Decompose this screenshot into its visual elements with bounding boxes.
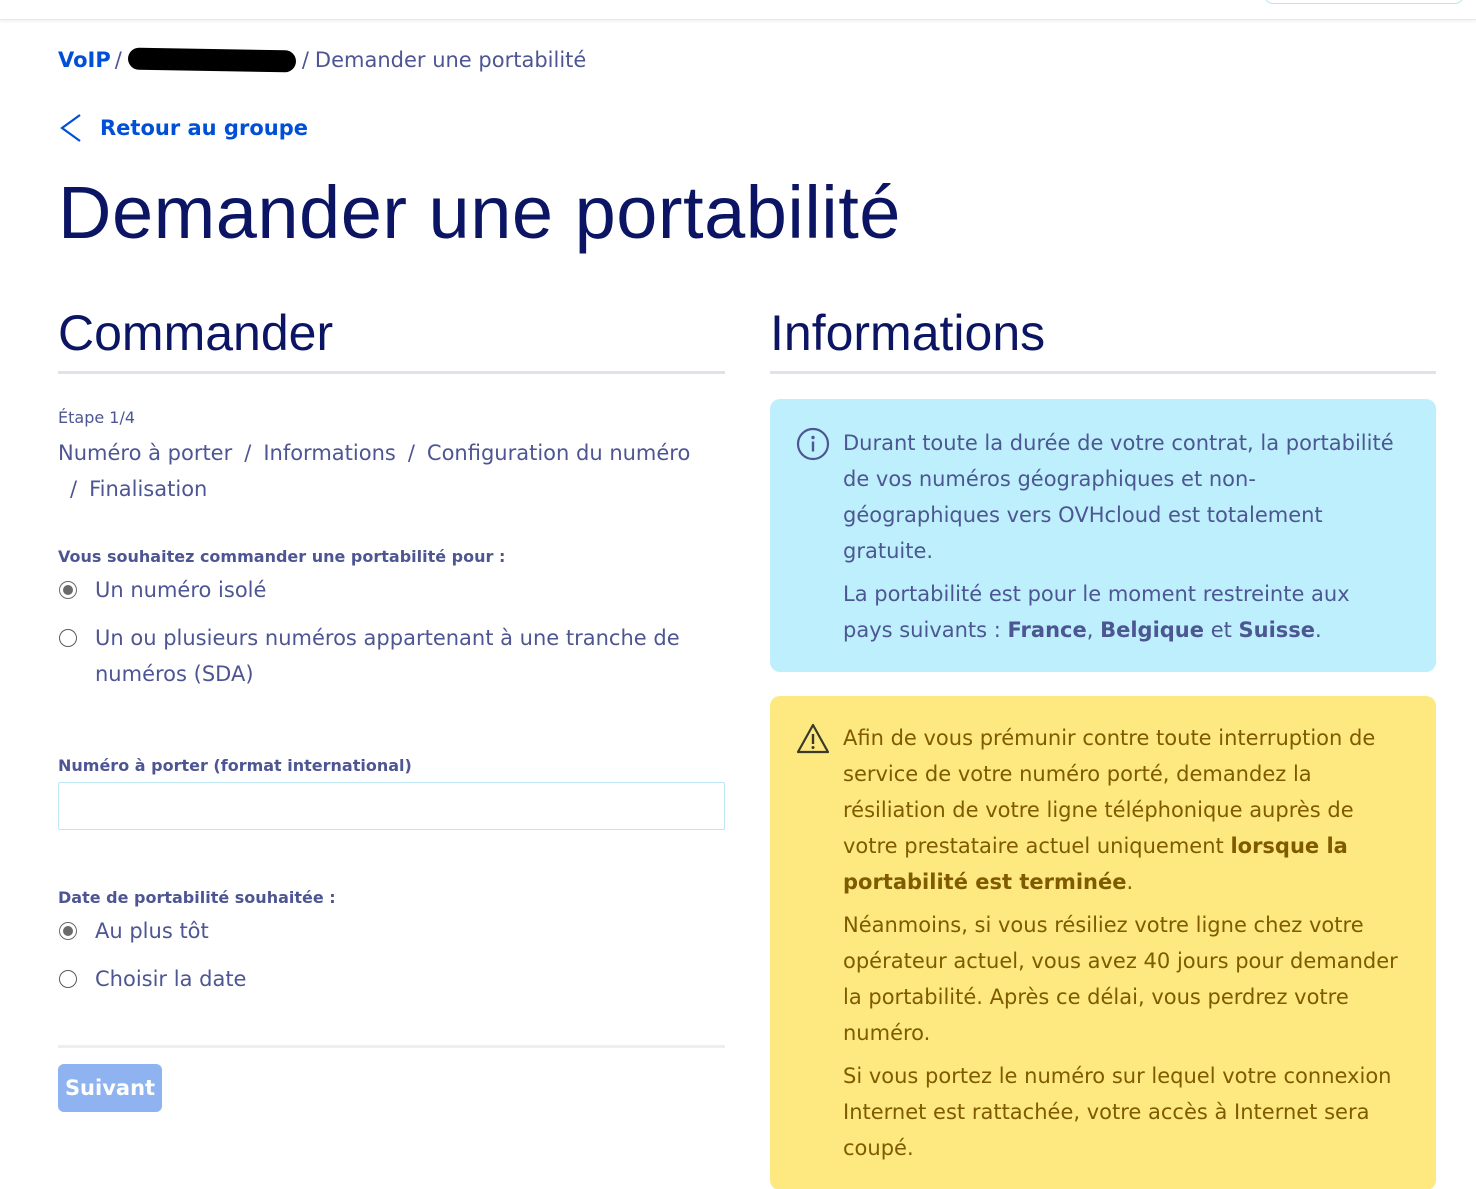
informations-title: Informations [770,300,1436,374]
country-france: France [1007,618,1087,642]
date-field-label: Date de portabilité souhaitée : [58,888,336,907]
breadcrumb-separator: / [301,48,309,72]
informations-section [770,300,1436,1189]
navbar-control[interactable] [1264,0,1464,4]
info-countries-prefix: La portabilité est pour le moment restreinte aux pays suivants : [843,582,1350,642]
radio-dot[interactable] [59,970,77,988]
radio-choose-date[interactable] [58,961,725,997]
number-to-port-input[interactable] [58,782,725,830]
page-title: Demander une portabilité [58,171,901,254]
step-separator: / [244,441,252,465]
radio-label: Un numéro isolé [95,578,267,602]
form-divider [58,1045,725,1048]
radio-label: Un ou plusieurs numéros appartenant à une tranche de numéros (SDA) [95,626,680,686]
step-finalisation: Finalisation [89,477,208,501]
top-navbar [0,0,1476,20]
breadcrumb-redacted-group[interactable] [128,48,296,73]
order-title: Commander [58,300,725,374]
portability-type-group [58,572,725,692]
portability-type-label: Vous souhaitez commander une portabilité pour : [58,547,506,566]
date-choice-group [58,913,725,997]
number-field-label: Numéro à porter (format international) [58,756,412,775]
radio-dot[interactable] [59,629,77,647]
warning-message [770,696,1436,1189]
info-text-countries [843,576,1400,648]
breadcrumb-separator: / [114,48,122,72]
stepper [58,435,725,507]
warning-text-40-days: Néanmoins, si vous résiliez votre ligne chez votre opérateur actuel, vous avez 40 jours pour demander la portabilité. Après ce délai, vous perdrez votre numéro. [843,913,1398,1045]
step-separator: / [70,477,78,501]
warning-triangle-icon [796,722,830,756]
step-number: Numéro à porter [58,441,233,465]
breadcrumb-voip-link[interactable]: VoIP [58,48,111,72]
comma: , [1086,618,1094,642]
and-word: et [1210,618,1232,642]
warning-termination-bold: lorsque la portabilité est terminée [843,834,1348,894]
country-suisse: Suisse [1238,618,1316,642]
radio-single-number[interactable] [58,572,725,608]
order-section [58,300,725,1112]
breadcrumb [58,48,586,72]
step-configuration: Configuration du numéro [426,441,691,465]
step-informations: Informations [263,441,396,465]
back-to-group-link[interactable] [58,112,308,144]
country-belgique: Belgique [1100,618,1204,642]
warning-text-termination [843,720,1400,900]
radio-dot-checked[interactable] [59,922,77,940]
step-indicator: Étape 1/4 [58,408,136,427]
chevron-left-icon [58,112,84,144]
info-text-free: Durant toute la durée de votre contrat, la portabilité de vos numéros géographiques et non-géographiques vers OVHcloud est totalement gratuite. [843,431,1394,563]
radio-asap[interactable] [58,913,725,949]
warning-text-internet: Si vous portez le numéro sur lequel votre connexion Internet est rattachée, votre accès à Internet sera coupé. [843,1064,1392,1160]
radio-label: Choisir la date [95,967,247,991]
info-circle-icon [796,427,830,461]
info-message [770,399,1436,672]
step-separator: / [407,441,415,465]
radio-dot-checked[interactable] [59,581,77,599]
back-link-label: Retour au groupe [100,116,308,140]
breadcrumb-current: Demander une portabilité [314,48,587,72]
period: . [1315,618,1322,642]
radio-number-range[interactable] [58,620,725,692]
period: . [1126,870,1134,894]
next-button[interactable]: Suivant [58,1064,162,1112]
radio-label: Au plus tôt [95,919,209,943]
warning-termination-prefix: Afin de vous prémunir contre toute interruption de service de votre numéro porté, demandez la résiliation de votre ligne téléphonique auprès de votre prestataire actuel uniquement [843,726,1376,858]
